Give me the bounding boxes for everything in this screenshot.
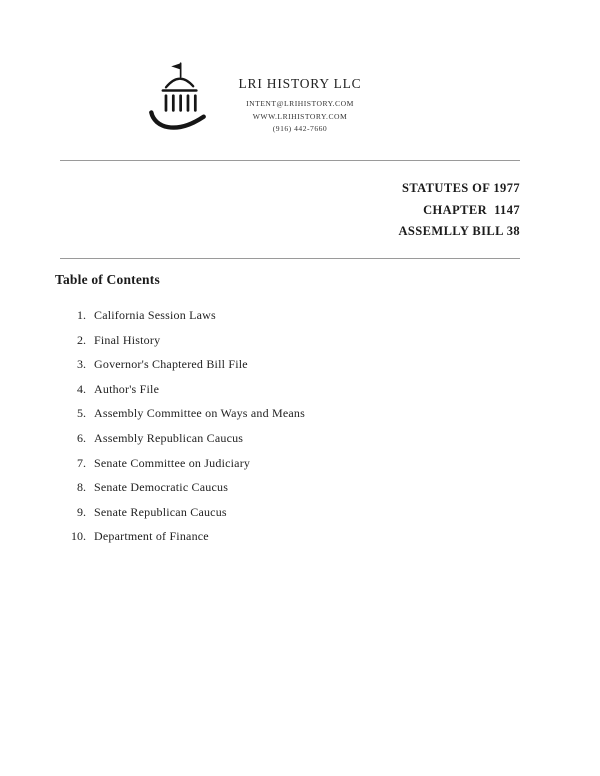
- toc-item-number: 4.: [77, 381, 86, 396]
- assembly-bill-line: ASSEMLLY BILL 38: [398, 224, 520, 238]
- toc-item-label: Senate Committee on Judiciary: [94, 455, 251, 470]
- toc-item: [55, 480, 305, 505]
- toc-item-number: 2.: [77, 332, 86, 347]
- letterhead: [210, 76, 390, 136]
- toc-item-number: 6.: [77, 430, 86, 445]
- chapter-line: CHAPTER 1147: [423, 202, 520, 217]
- toc-item: [55, 357, 305, 382]
- toc-item-number: 8.: [77, 480, 86, 495]
- divider-middle: [60, 258, 520, 259]
- toc-item-label: Senate Democratic Caucus: [94, 480, 229, 495]
- toc-item-number: 10.: [71, 529, 86, 544]
- toc-item-label: Senate Republican Caucus: [94, 504, 227, 519]
- toc-item: [55, 308, 305, 333]
- toc-item: [55, 529, 305, 554]
- toc-item: [55, 456, 305, 481]
- contact-website: WWW.LRIHISTORY.COM: [252, 111, 348, 121]
- toc-item: [55, 382, 305, 407]
- toc-item: [55, 406, 305, 431]
- toc-item: [55, 505, 305, 530]
- toc-item-label: Assembly Committee on Ways and Means: [94, 406, 305, 421]
- toc-item: [55, 431, 305, 456]
- toc-item-label: California Session Laws: [94, 308, 216, 322]
- divider-top: [60, 160, 520, 161]
- toc-list: [55, 308, 305, 554]
- reference-block: [399, 178, 521, 243]
- statutes-line: STATUTES OF 1977: [402, 181, 520, 195]
- toc-title: Table of Contents: [55, 272, 160, 287]
- company-name: LRI HISTORY LLC: [238, 76, 362, 91]
- toc-item-label: Final History: [94, 332, 161, 347]
- toc-item: [55, 333, 305, 358]
- contact-email: INTENT@LRIHISTORY.COM: [246, 99, 354, 108]
- toc-item-number: 9.: [77, 504, 86, 519]
- toc-item-label: Department of Finance: [94, 529, 209, 544]
- contact-phone: (916) 442-7660: [272, 124, 328, 133]
- toc-item-number: 7.: [77, 455, 86, 470]
- toc-item-number: 1.: [77, 308, 86, 322]
- toc-item-number: 5.: [77, 406, 86, 421]
- toc-item-number: 3.: [77, 357, 86, 372]
- toc-item-label: Governor's Chaptered Bill File: [94, 357, 248, 372]
- toc-item-label: Author's File: [94, 381, 160, 396]
- toc-item-label: Assembly Republican Caucus: [94, 430, 244, 445]
- capitol-logo-icon: [140, 58, 215, 146]
